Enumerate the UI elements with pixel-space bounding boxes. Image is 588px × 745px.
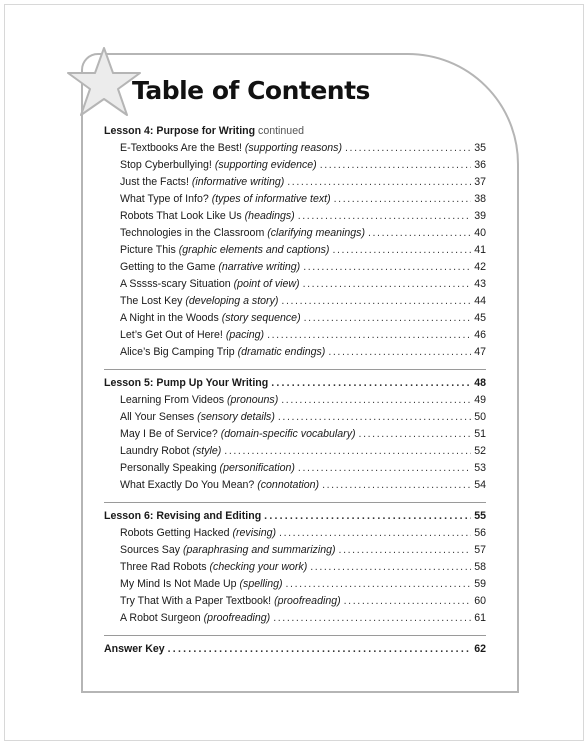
dot-leader	[298, 460, 471, 477]
toc-entry-title: Try That With a Paper Textbook!	[120, 595, 272, 607]
toc-entry-page-number: 39	[474, 210, 486, 222]
toc-entry-label	[120, 293, 278, 310]
toc-entry-skill: (sensory details)	[197, 411, 275, 423]
toc-entry	[104, 525, 486, 542]
toc-entry	[104, 225, 486, 242]
section-heading-label	[104, 508, 261, 525]
toc-entry	[104, 174, 486, 191]
toc-entry-page-number: 42	[474, 261, 486, 273]
toc-entry	[104, 208, 486, 225]
toc-entry-page-number: 36	[474, 159, 486, 171]
toc-entry	[104, 293, 486, 310]
toc-entry-title: Picture This	[120, 244, 176, 256]
dot-leader	[224, 443, 471, 460]
toc-entry	[104, 542, 486, 559]
dot-leader	[334, 191, 472, 208]
toc-entry-label	[120, 443, 221, 460]
toc-entry-skill: (types of informative text)	[211, 193, 331, 205]
dot-leader	[267, 327, 471, 344]
toc-entry-title: All Your Senses	[120, 411, 195, 423]
toc-entry-skill: (style)	[192, 445, 222, 457]
toc-entry-page-number: 53	[474, 462, 486, 474]
dot-leader	[339, 542, 472, 559]
toc-entry-label	[120, 426, 356, 443]
dot-leader	[286, 576, 472, 593]
toc-entry-label	[120, 460, 295, 477]
toc-entry	[104, 460, 486, 477]
toc-entry-skill: (clarifying meanings)	[267, 227, 365, 239]
toc-entry-title: Laundry Robot	[120, 445, 190, 457]
dot-leader	[345, 140, 471, 157]
toc-entry-label	[120, 392, 278, 409]
toc-entry-page-number: 37	[474, 176, 486, 188]
section-heading-label	[104, 641, 165, 658]
toc-entry-skill: (graphic elements and captions)	[178, 244, 330, 256]
toc-entry-title: Learning From Videos	[120, 394, 225, 406]
toc-entry-label	[120, 259, 300, 276]
toc-entry-skill: (developing a story)	[185, 295, 279, 307]
toc-entry-label	[120, 593, 341, 610]
section-gap	[104, 494, 486, 502]
toc-entry	[104, 477, 486, 494]
toc-entry-title: What Exactly Do You Mean?	[120, 479, 255, 491]
toc-entry	[104, 191, 486, 208]
section-heading-suffix: continued	[258, 125, 304, 137]
toc-entry-label	[120, 208, 295, 225]
section-heading-label	[104, 123, 304, 140]
toc-entry-title: What Type of Info?	[120, 193, 209, 205]
toc-entry-title: Robots Getting Hacked	[120, 527, 230, 539]
section-heading-text: Lesson 5: Pump Up Your Writing	[104, 377, 269, 389]
dot-leader	[303, 259, 471, 276]
dot-leader	[322, 477, 471, 494]
toc-entry	[104, 392, 486, 409]
toc-entry-skill: (pronouns)	[227, 394, 279, 406]
dot-leader	[273, 610, 471, 627]
toc-entry-skill: (narrative writing)	[218, 261, 301, 273]
toc-entry-skill: (checking your work)	[209, 561, 308, 573]
dot-leader	[281, 392, 471, 409]
dot-leader	[332, 242, 471, 259]
section-divider	[104, 635, 486, 636]
toc-entry-page-number: 60	[474, 595, 486, 607]
toc-entry-label	[120, 559, 307, 576]
toc-entry-skill: (informative writing)	[191, 176, 285, 188]
toc-entry	[104, 242, 486, 259]
toc-entry	[104, 576, 486, 593]
dot-leader	[264, 508, 471, 525]
toc-entry-page-number: 50	[474, 411, 486, 423]
toc-entry-page-number: 52	[474, 445, 486, 457]
toc-entry-label	[120, 225, 365, 242]
toc-entry-title: The Lost Key	[120, 295, 183, 307]
toc-entry-page-number: 44	[474, 295, 486, 307]
toc-entry-title: A Night in the Woods	[120, 312, 219, 324]
toc-entry-label	[120, 276, 300, 293]
toc-entry-skill: (revising)	[232, 527, 277, 539]
toc-entry-skill: (supporting evidence)	[214, 159, 317, 171]
section-heading	[104, 508, 486, 525]
dot-leader	[279, 525, 471, 542]
toc-entry-label	[120, 344, 325, 361]
section-gap	[104, 627, 486, 635]
toc-entry-page-number: 54	[474, 479, 486, 491]
toc-entry-skill: (supporting reasons)	[244, 142, 343, 154]
toc-entry-title: Just the Facts!	[120, 176, 189, 188]
toc-entry-title: Personally Speaking	[120, 462, 217, 474]
toc-entry-page-number: 59	[474, 578, 486, 590]
toc-entry-title: Let’s Get Out of Here!	[120, 329, 223, 341]
section-gap	[104, 361, 486, 369]
toc-entry	[104, 276, 486, 293]
section-page-number: 55	[474, 510, 486, 522]
dot-leader	[310, 559, 471, 576]
toc-entry-label	[120, 191, 331, 208]
dot-leader	[287, 174, 471, 191]
toc-entry-title: Sources Say	[120, 544, 181, 556]
toc-entry-label	[120, 409, 275, 426]
toc-entry-skill: (pacing)	[225, 329, 265, 341]
toc-entry	[104, 409, 486, 426]
section-heading	[104, 375, 486, 392]
toc-entry-skill: (dramatic endings)	[237, 346, 326, 358]
toc-entry-skill: (proofreading)	[274, 595, 341, 607]
toc-entry-skill: (paraphrasing and summarizing)	[183, 544, 336, 556]
dot-leader	[328, 344, 471, 361]
toc-entry-title: My Mind Is Not Made Up	[120, 578, 237, 590]
toc-entry-page-number: 58	[474, 561, 486, 573]
dot-leader	[344, 593, 472, 610]
toc-entry-skill: (proofreading)	[203, 612, 271, 624]
toc-entry-skill: (domain-specific vocabulary)	[220, 428, 356, 440]
toc-entry-skill: (personification)	[219, 462, 295, 474]
toc-entry-label	[120, 242, 329, 259]
toc-entry	[104, 140, 486, 157]
toc-entry-title: Technologies in the Classroom	[120, 227, 265, 239]
toc-entry-label	[120, 310, 301, 327]
toc-entry	[104, 157, 486, 174]
toc-entry-title: May I Be of Service?	[120, 428, 218, 440]
page-title: Table of Contents	[132, 76, 370, 105]
section-heading-text: Answer Key	[104, 643, 165, 655]
section-heading-text: Lesson 4: Purpose for Writing	[104, 125, 256, 137]
toc-entry	[104, 344, 486, 361]
toc-entry-skill: (point of view)	[233, 278, 300, 290]
toc-entry-page-number: 56	[474, 527, 486, 539]
section-heading-text: Lesson 6: Revising and Editing	[104, 510, 262, 522]
toc-entry-page-number: 51	[474, 428, 486, 440]
toc-entry-page-number: 41	[474, 244, 486, 256]
toc-entry	[104, 593, 486, 610]
section-heading	[104, 641, 486, 658]
toc-entry	[104, 310, 486, 327]
toc-entry-page-number: 38	[474, 193, 486, 205]
toc-entry-label	[120, 174, 284, 191]
toc-entry-title: Stop Cyberbullying!	[120, 159, 212, 171]
toc-entry-page-number: 61	[474, 612, 486, 624]
dot-leader	[303, 276, 472, 293]
toc-entry	[104, 327, 486, 344]
toc-entry-title: Robots That Look Like Us	[120, 210, 242, 222]
toc-entry-page-number: 46	[474, 329, 486, 341]
dot-leader	[368, 225, 471, 242]
toc-entry-label	[120, 157, 317, 174]
toc-entry-label	[120, 525, 276, 542]
toc-entry-page-number: 47	[474, 346, 486, 358]
section-divider	[104, 369, 486, 370]
section-page-number: 62	[474, 643, 486, 655]
toc-entry-title: A Sssss-scary Situation	[120, 278, 231, 290]
dot-leader	[168, 641, 472, 658]
toc-entry-skill: (connotation)	[257, 479, 320, 491]
toc-entry-skill: (story sequence)	[221, 312, 301, 324]
section-heading-label	[104, 375, 268, 392]
toc-entry	[104, 443, 486, 460]
toc-entry-label	[120, 542, 336, 559]
section-heading	[104, 123, 486, 140]
toc-entry-title: Alice’s Big Camping Trip	[120, 346, 235, 358]
toc-entry-page-number: 45	[474, 312, 486, 324]
dot-leader	[359, 426, 472, 443]
toc-entry-page-number: 35	[474, 142, 486, 154]
toc-entry-label	[120, 327, 264, 344]
dot-leader	[278, 409, 471, 426]
toc-entry-page-number: 43	[474, 278, 486, 290]
toc-entry-title: A Robot Surgeon	[120, 612, 201, 624]
toc-entry-label	[120, 477, 319, 494]
toc-entry	[104, 559, 486, 576]
toc-entry-page-number: 40	[474, 227, 486, 239]
dot-leader	[271, 375, 471, 392]
toc-entry-label	[120, 610, 270, 627]
toc-entry-label	[120, 140, 342, 157]
toc-entry-title: Getting to the Game	[120, 261, 216, 273]
dot-leader	[281, 293, 471, 310]
table-of-contents	[104, 123, 486, 658]
dot-leader	[304, 310, 472, 327]
section-page-number: 48	[474, 377, 486, 389]
toc-entry	[104, 426, 486, 443]
toc-entry	[104, 259, 486, 276]
toc-entry-skill: (headings)	[244, 210, 295, 222]
toc-entry-page-number: 57	[474, 544, 486, 556]
toc-entry	[104, 610, 486, 627]
toc-entry-title: Three Rad Robots	[120, 561, 207, 573]
toc-entry-title: E-Textbooks Are the Best!	[120, 142, 242, 154]
section-divider	[104, 502, 486, 503]
toc-entry-page-number: 49	[474, 394, 486, 406]
dot-leader	[320, 157, 471, 174]
dot-leader	[298, 208, 471, 225]
toc-entry-skill: (spelling)	[239, 578, 283, 590]
toc-entry-label	[120, 576, 283, 593]
